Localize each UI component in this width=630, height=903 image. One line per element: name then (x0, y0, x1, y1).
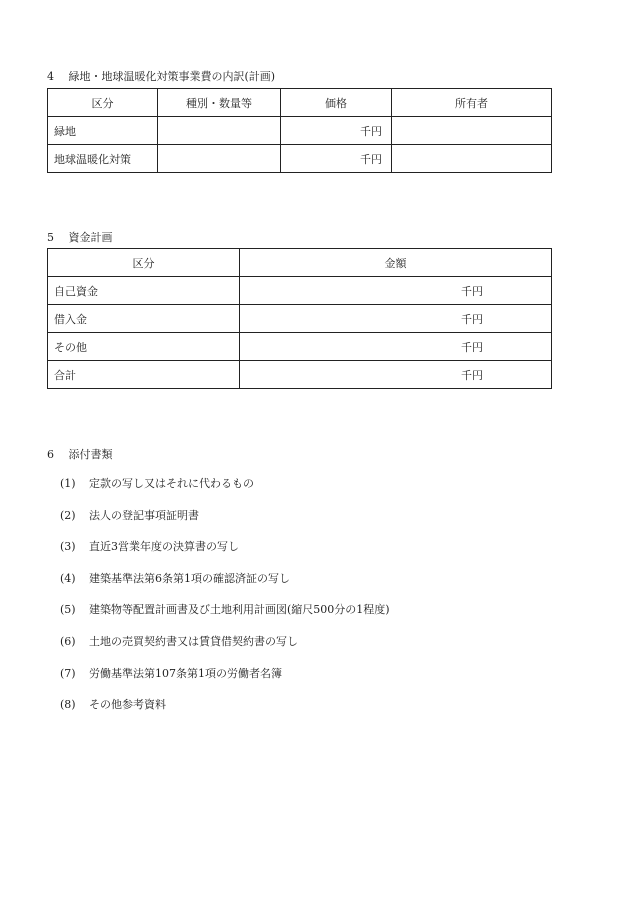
header-category: 区分 (48, 89, 158, 117)
section-5-heading (47, 229, 113, 245)
row-price-unit: 千円 (281, 117, 392, 145)
list-item-index: (6) (60, 634, 76, 648)
table-row (48, 117, 552, 145)
header-category: 区分 (48, 249, 240, 277)
header-price: 価格 (281, 89, 392, 117)
section-6-heading (47, 446, 113, 462)
section-4-title: 緑地・地球温暖化対策事業費の内訳(計画) (68, 70, 276, 83)
row-category: 借入金 (48, 305, 240, 333)
row-category: 地球温暖化対策 (48, 145, 158, 173)
row-price-unit: 千円 (281, 145, 392, 173)
row-detail (158, 145, 281, 173)
header-owner: 所有者 (392, 89, 552, 117)
list-item (47, 662, 390, 694)
row-amount-unit: 千円 (240, 277, 552, 305)
list-item-text: 定款の写し又はそれに代わるもの (89, 477, 254, 490)
table-header-row (48, 249, 552, 277)
row-amount-unit: 千円 (240, 333, 552, 361)
green-climate-cost-table (47, 88, 552, 173)
row-detail (158, 117, 281, 145)
row-owner (392, 145, 552, 173)
row-category: その他 (48, 333, 240, 361)
section-4-number: 4 (47, 70, 54, 83)
list-item-index: (8) (60, 698, 76, 712)
section-6-number: 6 (47, 448, 54, 461)
table-row (48, 305, 552, 333)
list-item (47, 693, 390, 725)
list-item-text: その他参考資料 (89, 698, 166, 712)
list-item-index: (5) (60, 603, 76, 617)
list-item-text: 直近3営業年度の決算書の写し (89, 540, 239, 554)
list-item-index: (1) (60, 477, 76, 490)
row-amount-unit: 千円 (240, 305, 552, 333)
table-row (48, 361, 552, 389)
funding-plan-table (47, 248, 552, 389)
list-item-index: (4) (60, 571, 76, 585)
list-item (47, 598, 390, 630)
row-category: 合計 (48, 361, 240, 389)
table-row (48, 333, 552, 361)
list-item-text: 建築物等配置計画書及び土地利用計画図(縮尺500分の1程度) (89, 603, 390, 617)
list-item-text: 建築基準法第6条第1項の確認済証の写し (89, 571, 290, 585)
header-amount: 金額 (240, 249, 552, 277)
section-6-title: 添付書類 (68, 448, 113, 461)
list-item (47, 535, 390, 567)
list-item (47, 567, 390, 599)
section-5-title: 資金計画 (68, 231, 113, 244)
row-amount-unit: 千円 (240, 361, 552, 389)
list-item-index: (7) (60, 666, 76, 680)
row-category: 自己資金 (48, 277, 240, 305)
table-row (48, 145, 552, 173)
list-item-text: 土地の売買契約書又は賃貸借契約書の写し (89, 634, 298, 648)
row-owner (392, 117, 552, 145)
list-item-index: (2) (60, 508, 76, 522)
section-4-heading (47, 68, 275, 84)
table-header-row (48, 89, 552, 117)
section-5-number: 5 (47, 231, 54, 244)
list-item-index: (3) (60, 540, 76, 554)
list-item-text: 労働基準法第107条第1項の労働者名簿 (89, 666, 282, 680)
row-category: 緑地 (48, 117, 158, 145)
list-item-text: 法人の登記事項証明書 (89, 508, 199, 522)
header-type-quantity: 種別・数量等 (158, 89, 281, 117)
table-row (48, 277, 552, 305)
list-item (47, 630, 390, 662)
attachments-list (47, 472, 390, 725)
list-item (47, 504, 390, 536)
list-item (47, 472, 390, 504)
